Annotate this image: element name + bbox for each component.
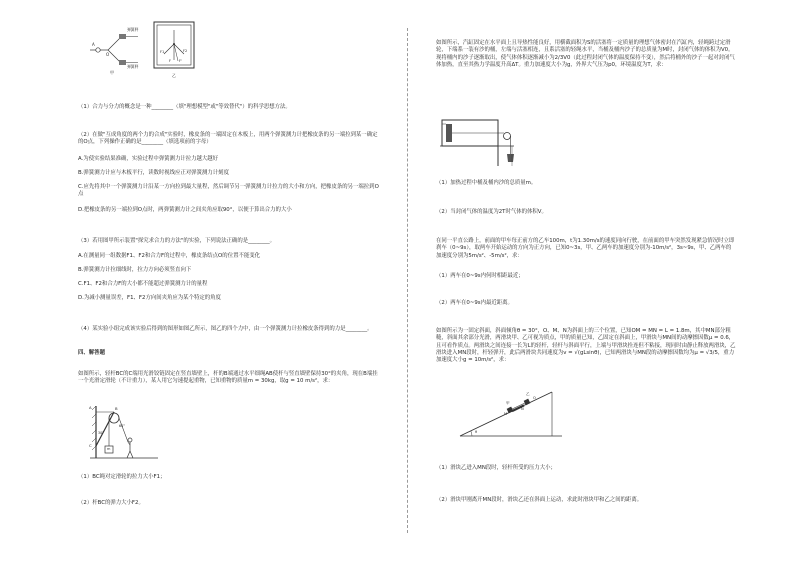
label-angle-60: 60° — [119, 424, 125, 428]
label-f: F — [169, 59, 172, 63]
figure-cylinder — [438, 108, 534, 168]
label-f1: F1 — [160, 50, 165, 54]
label-yi: 乙 — [526, 392, 530, 396]
label-mass-m: m — [107, 447, 111, 451]
q2-part2: （2）杆BC的弹力大小F2。 — [78, 500, 144, 506]
q1-part3-option-c: C.F1、F2和合力F的大小都不能超过弹簧测力计的量程 — [78, 281, 208, 287]
section-heading: 四、解答题 — [78, 350, 105, 356]
label-point-a: A — [89, 405, 92, 410]
q1-part2-option-d: D.把橡皮条的另一端拉到O点时，两弹簧测力计之间夹角应取90°，以便于算出合力的大小 — [78, 207, 292, 213]
column-divider — [407, 28, 408, 533]
figure-yi — [152, 20, 202, 80]
q3-stem: 如图所示，汽缸固定在水平面上且导热性能良好，用横截面积为S的活塞将一定质量的理想气体密封在汽缸内，轻绳跨过定滑轮，下端系一装有沙的桶，左端与活塞相连，且系活塞的轻绳水平，当桶及桶内沙子的总质量为M时，封闭气体的体积为V0。现将桶内的沙子逐渐取出，使气体体积逐渐减小为2/3V0（此过程封闭气体的温度保持不变），然后将桶外的沙子一起对封闭气体加热，直至其热力学温度升高ΔT。重力加速度大小为g，外界大气压为p0，环境温度为T，求： — [436, 40, 735, 68]
q2-part1: （1）BC绳对定滑轮的拉力大小F1； — [78, 474, 166, 480]
label-point-c: C — [89, 443, 92, 448]
q5-stem: 如图所示为一固定斜面，斜面倾角θ = 30°，O、M、N为斜面上的三个位置，已知OM = MN = L = 1.8m，其中MN部分粗糙，斜面其余部分光滑，两滑块甲、乙可视为质点，甲的质量已知，乙固定在斜面上，甲滑块与MN间的动摩擦因数μ = 0.6，且可看作质点。两滑块之间连接一长为L的轻杆，轻杆与斜面平行，上端与甲滑块拴连但不粘接，现同时由静止释放两滑块，乙滑块进入MN段时，杆轻弹开，此后两滑块共同速度为v = √(gLsinθ)，已知两滑块与MN段的动摩擦因数均为μ = √3/5，重力加速度大小g = 10m/s²，求： — [436, 328, 736, 364]
q4-stem: 在同一平直公路上，前面的甲车每正前方的乙车100m，t为1.30m/s的速度同向行驶，在前面的甲车突然发现紧急情况时立即刹车（0~9s），取两车开始运动的方向为正方向，已知0~3s，甲、乙两车的加速度分别为-10m/s²，3s~9s，甲、乙两车的加速度分别为5m/s²、-5m/s²，求： — [436, 238, 735, 259]
q1-part3-option-d: D.为减小测量误差，F1、F2方向间夹角应为某个特定的角度 — [78, 295, 221, 301]
q1-part2-option-a: A.为使实验结果准确，实验过程中弹簧测力计拉力越大越好 — [78, 156, 219, 162]
label-f-prime: F' — [179, 59, 182, 63]
q2-stem: 如图所示，轻杆BC的C端用光滑铰链固定在竖直墙壁上，杆的B端通过水平细绳AB使杆与竖直墙壁保持30°的夹角，现在B端挂一个光滑定滑轮（不计重力），某人用它匀速提起重物，已知重物的质量m = 30kg，取g = 10 m/s²，求： — [78, 371, 378, 385]
q5-part2: （2）滑块甲刚离开MN段时，滑块乙还在斜面上运动，求此时滑块甲和乙之间的距离。 — [436, 497, 643, 503]
label-n: N — [521, 407, 524, 411]
label-o: O — [106, 52, 110, 57]
q1-part3-option-a: A.在测量同一组数据F1、F2和合力F的过程中，橡皮条结点O的位置不能变化 — [78, 253, 261, 259]
label-spring-top: 弹簧秤 — [127, 27, 139, 32]
label-spring-bottom: 弹簧秤 — [127, 64, 139, 69]
figure-incline — [456, 386, 566, 442]
q4-part1: （1）两车在0~9s内何时相距最近； — [436, 273, 524, 279]
label-f2: F2 — [183, 49, 188, 53]
right-column — [436, 0, 736, 562]
label-angle-30: 30° — [98, 431, 104, 435]
label-jia: 甲 — [506, 401, 510, 405]
label-theta: θ — [475, 430, 478, 434]
label-point-b: B — [115, 406, 118, 411]
q1-part1: （1）合力与分力的概念是一种________（填"理想模型"或"等效替代"）的科学思想方法。 — [78, 104, 291, 110]
cylinder-drawing — [438, 108, 534, 168]
q1-part2-option-c: C.应先将其中一个弹簧测力计沿某一方向拉到最大量程，然后调节另一弹簧测力计拉力的大小和方向，把橡皮条的另一端拉到O点 — [78, 184, 379, 198]
q1-part3-option-b: B.弹簧测力计拉细线时，拉力方向必须竖直向下 — [78, 267, 192, 273]
label-m: M — [504, 412, 508, 416]
incline-drawing — [456, 386, 566, 442]
figure-rod-pulley — [88, 404, 160, 462]
q1-part2-option-b: B.弹簧测力计应与木板平行，读数时视线应正对弹簧测力计刻度 — [78, 170, 229, 176]
q3-part2: （2）当封闭气体的温度为2T时气体的体积V。 — [436, 209, 547, 215]
caption-jia: 甲 — [110, 70, 114, 75]
left-column — [78, 0, 382, 562]
q1-part2: （2）在做"互成角度的两个力的合成"实验时，橡皮条的一端固定在木板上，用两个弹簧测力计把橡皮条的另一端拉到某一确定的O点，下列操作正确的是________（填选项前的字母） — [78, 132, 378, 146]
label-a: A — [92, 42, 95, 47]
q4-part2: （2）两车在0~9s内最近距离。 — [436, 300, 513, 306]
caption-yi: 乙 — [172, 73, 176, 78]
q1-part3: （3）若用图甲所示装置"探究求合力的方法"的实验，下列说法正确的是________。 — [78, 238, 276, 244]
figure-yi-drawing — [152, 20, 202, 72]
q1-part4: （4）某实验小组完成该实验后得到的图形如图乙所示，图乙的四个力中，由一个弹簧测力计拉橡皮条得到的力是________。 — [78, 326, 373, 332]
q3-part1: （1）加热过程中桶及桶内沙的总质量m。 — [436, 180, 537, 186]
label-o: O — [533, 396, 536, 400]
figure-jia — [88, 24, 140, 76]
q5-part1: （1）滑块乙进入MN段时，轻杆所受的压力大小； — [436, 465, 556, 471]
